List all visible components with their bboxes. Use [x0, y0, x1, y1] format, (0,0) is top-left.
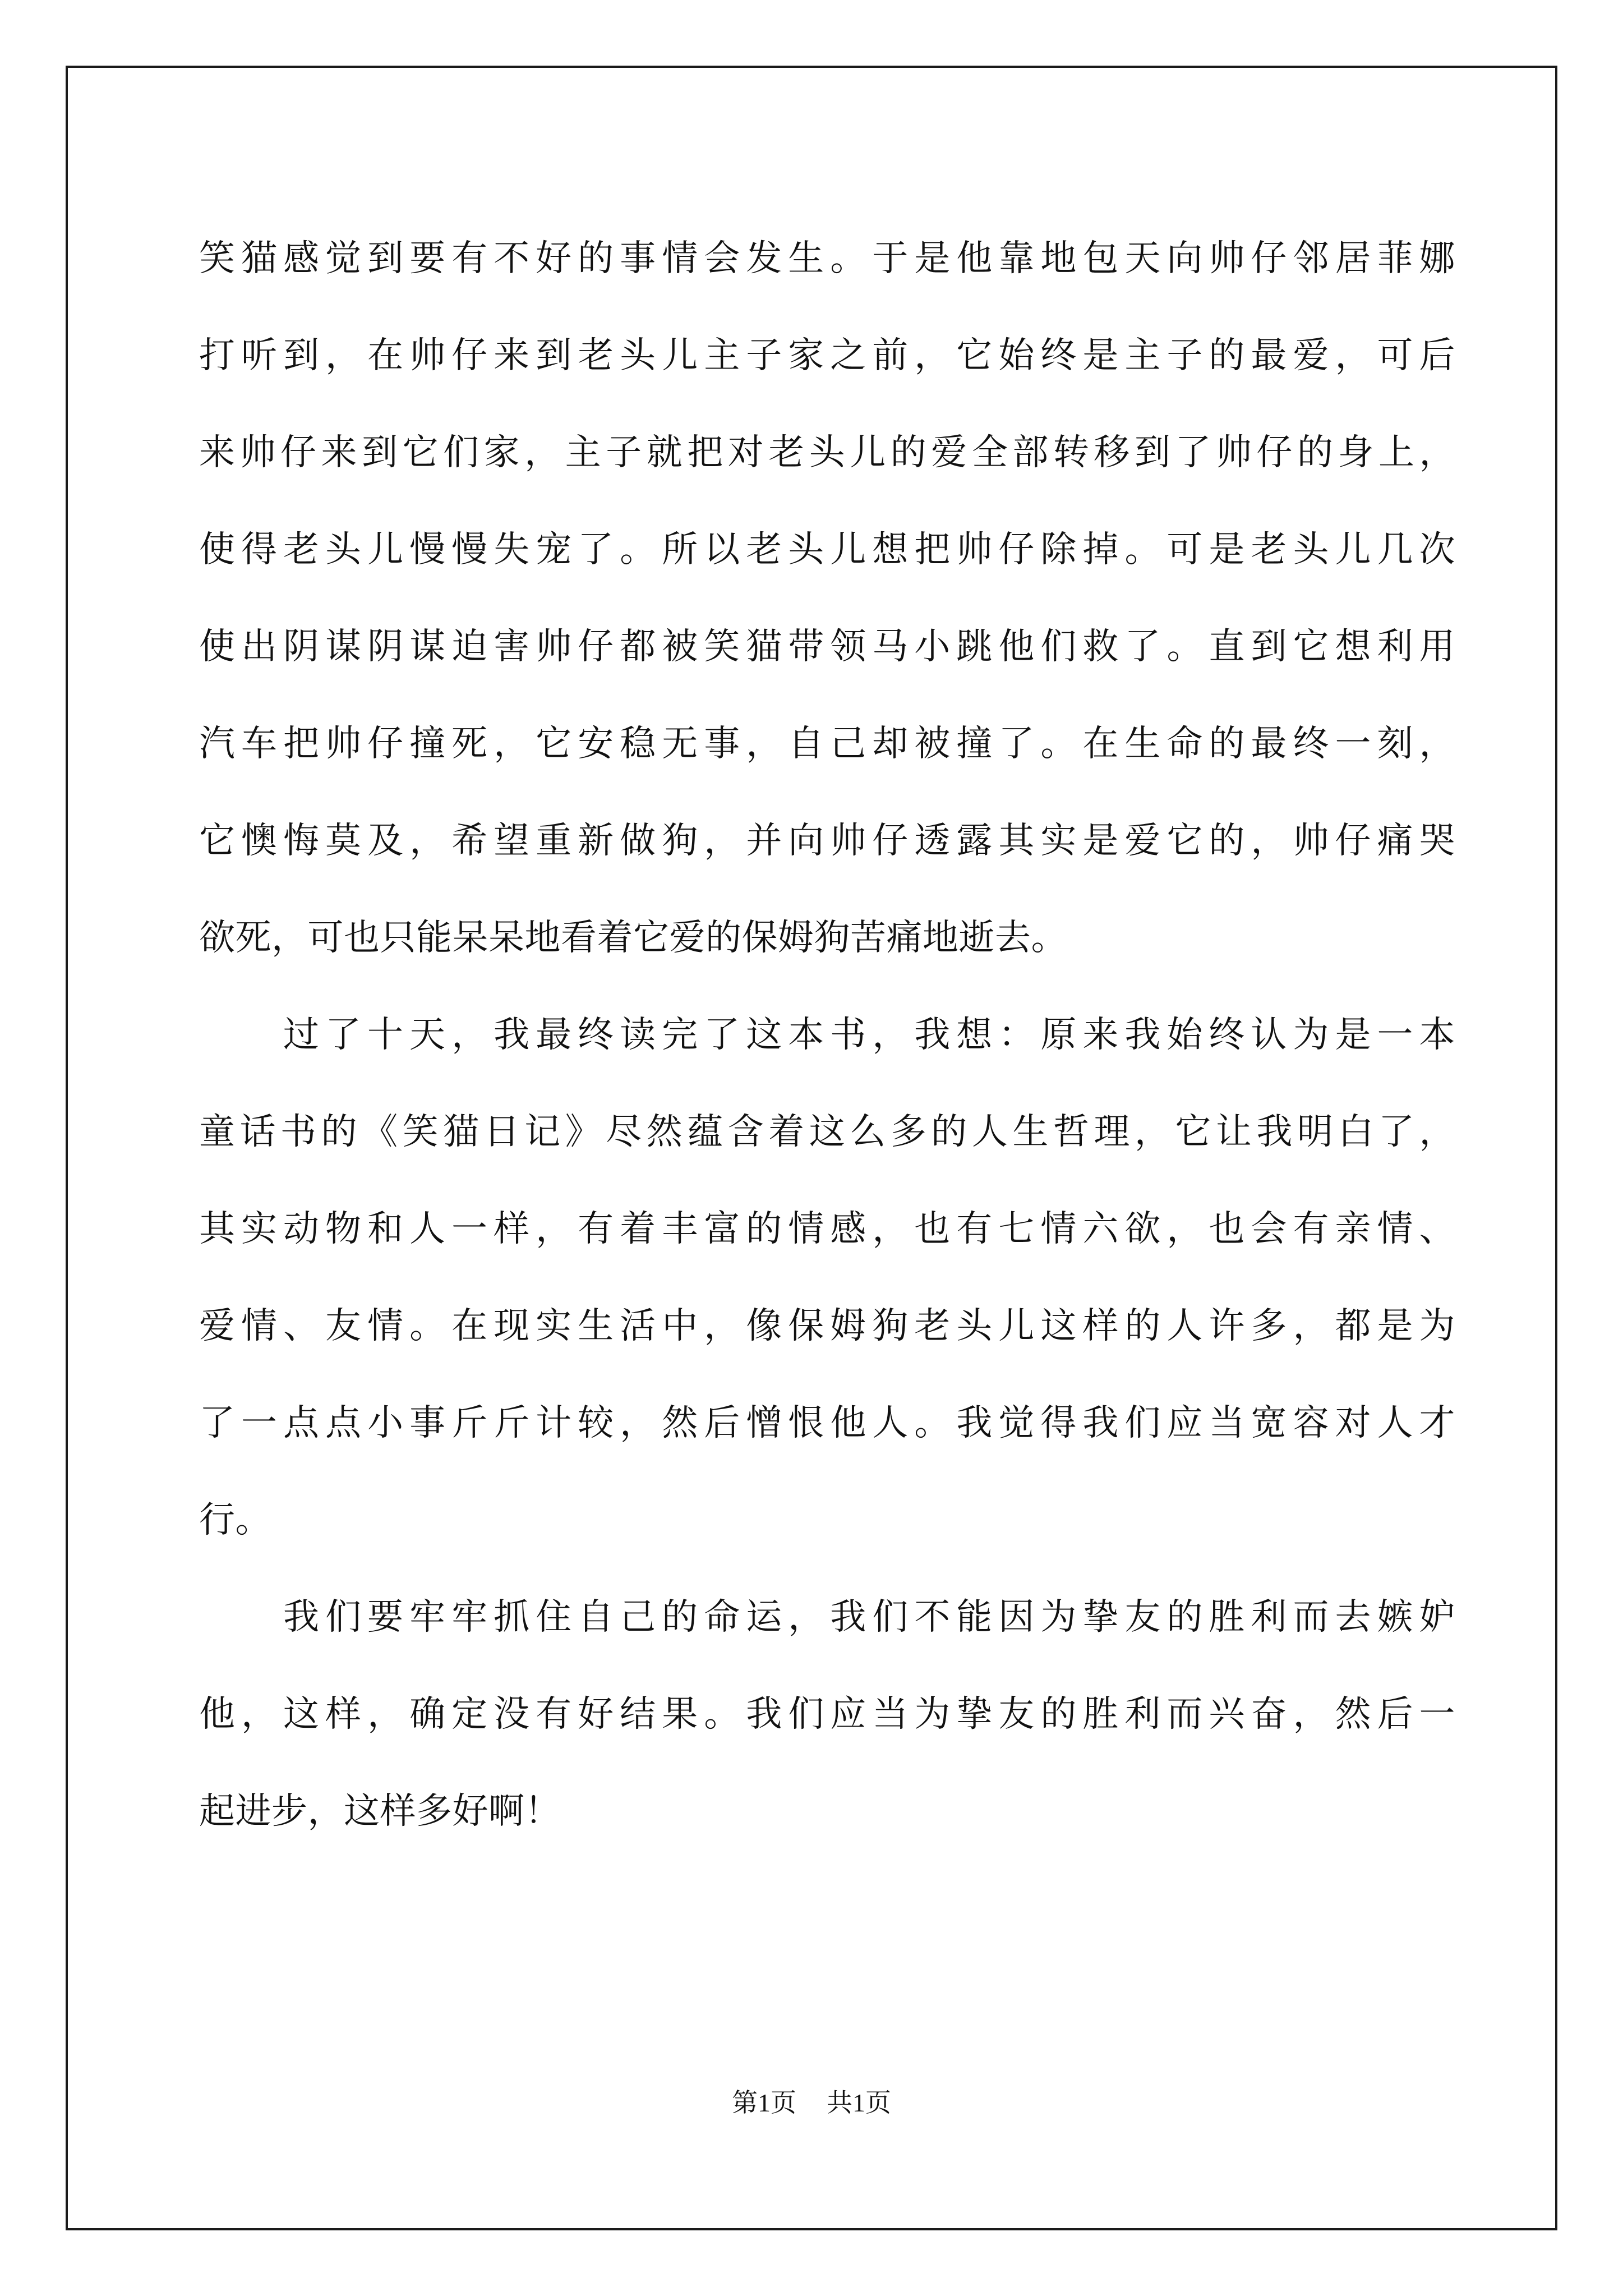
text-line: 它懊悔莫及，希望重新做狗，并向帅仔透露其实是爱它的，帅仔痛哭	[199, 820, 1455, 862]
text-line: 其实动物和人一样，有着丰富的情感，也有七情六欲，也会有亲情、	[199, 1208, 1455, 1250]
text-line: 来帅仔来到它们家，主子就把对老头儿的爱全部转移到了帅仔的身上，	[199, 432, 1455, 473]
paragraph-start-line: 过了十天，我最终读完了这本书，我想：原来我始终认为是一本	[283, 1014, 1455, 1056]
text-line: 汽车把帅仔撞死，它安稳无事，自己却被撞了。在生命的最终一刻，	[199, 723, 1455, 765]
text-line: 起进步，这样多好啊！	[199, 1791, 561, 1832]
text-line: 笑猫感觉到要有不好的事情会发生。于是他靠地包天向帅仔邻居菲娜	[199, 238, 1455, 279]
text-line: 他，这样，确定没有好结果。我们应当为挚友的胜利而兴奋，然后一	[199, 1694, 1455, 1735]
text-line: 爱情、友情。在现实生活中，像保姆狗老头儿这样的人许多，都是为	[199, 1305, 1455, 1347]
document-body	[199, 210, 1455, 1860]
text-line: 欲死，可也只能呆呆地看着它爱的保姆狗苦痛地逝去。	[199, 917, 1067, 959]
text-line: 行。	[199, 1499, 271, 1541]
text-line: 使出阴谋阴谋迫害帅仔都被笑猫带领马小跳他们救了。直到它想利用	[199, 626, 1455, 668]
text-line: 童话书的《笑猫日记》尽然蕴含着这么多的人生哲理，它让我明白了，	[199, 1111, 1455, 1153]
paragraph-start-line: 我们要牢牢抓住自己的命运，我们不能因为挚友的胜利而去嫉妒	[283, 1596, 1455, 1638]
text-line: 了一点点小事斤斤计较，然后憎恨他人。我觉得我们应当宽容对人才	[199, 1402, 1455, 1444]
text-line: 使得老头儿慢慢失宠了。所以老头儿想把帅仔除掉。可是老头儿几次	[199, 529, 1455, 570]
text-line: 打听到，在帅仔来到老头儿主子家之前，它始终是主子的最爱，可后	[199, 335, 1455, 376]
page-footer	[0, 2082, 1623, 2119]
page-number: 第1页	[732, 2088, 796, 2117]
page-total: 共1页	[827, 2088, 891, 2117]
